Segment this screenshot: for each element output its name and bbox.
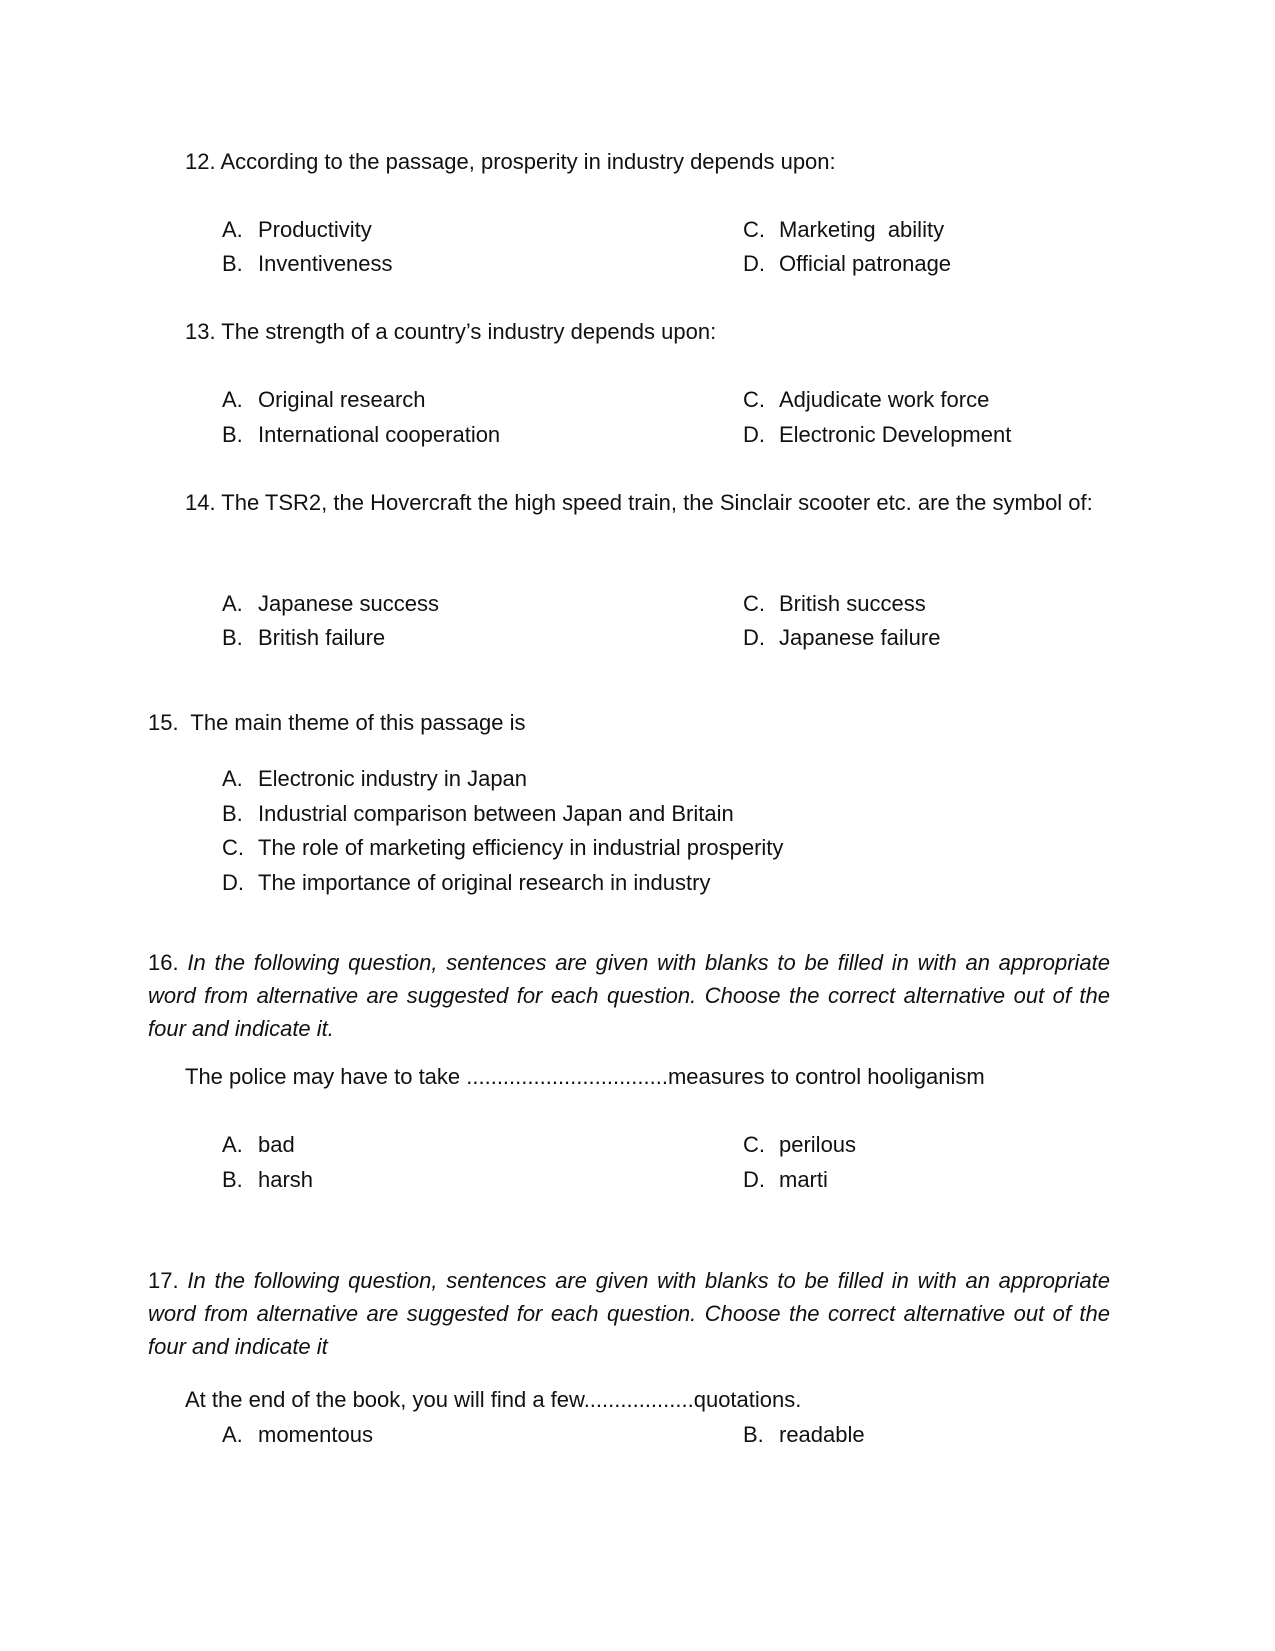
option-text: Inventiveness — [258, 251, 393, 276]
question-instruction: In the following question, sentences are given with blanks to be filled in with an appropriate word from alternative are suggested for each question. Choose the correct alternative out of the four and indicate it — [148, 1268, 1110, 1359]
q13-option-d[interactable] — [743, 421, 1011, 449]
question-15-stem: 15. The main theme of this passage is — [148, 710, 526, 735]
q14-option-b[interactable] — [222, 624, 385, 652]
question-number: 16. — [148, 950, 179, 975]
option-text: perilous — [779, 1132, 857, 1157]
option-letter: C. — [222, 835, 244, 860]
option-letter: A. — [222, 591, 243, 616]
q17-option-b[interactable] — [743, 1421, 865, 1449]
question-17-block — [148, 1264, 1110, 1363]
option-text: harsh — [258, 1167, 314, 1192]
option-letter: B. — [222, 251, 243, 276]
q14-option-a[interactable] — [222, 590, 439, 618]
option-text: Adjudicate work force — [779, 387, 990, 412]
option-letter: A. — [222, 217, 243, 242]
option-text: Electronic industry in Japan — [258, 766, 528, 791]
option-text: momentous — [258, 1422, 373, 1447]
option-text: marti — [779, 1167, 828, 1192]
q12-option-b[interactable] — [222, 250, 393, 278]
q15-option-d[interactable] — [222, 869, 710, 897]
q12-option-a[interactable] — [222, 216, 372, 244]
option-letter: C. — [743, 1132, 765, 1157]
question-16-sentence: The police may have to take .................................measures to control hooliganism — [185, 1064, 985, 1089]
q17-option-a[interactable] — [222, 1421, 373, 1449]
option-letter: D. — [743, 1167, 765, 1192]
question-instruction: In the following question, sentences are given with blanks to be filled in with an appropriate word from alternative are suggested for each question. Choose the correct alternative out of the four and indicate it. — [148, 950, 1110, 1041]
option-letter: A. — [222, 387, 243, 412]
option-letter: B. — [222, 625, 243, 650]
option-text: Marketing ability — [779, 217, 945, 242]
option-letter: A. — [222, 766, 243, 791]
option-letter: D. — [743, 625, 765, 650]
option-text: British failure — [258, 625, 386, 650]
option-text: Productivity — [258, 217, 372, 242]
q14-option-d[interactable] — [743, 624, 940, 652]
q16-option-a[interactable] — [222, 1131, 295, 1159]
question-16-block — [148, 946, 1110, 1045]
option-text: Electronic Development — [779, 422, 1012, 447]
option-text: The importance of original research in industry — [258, 870, 711, 895]
option-letter: C. — [743, 591, 765, 616]
q16-option-d[interactable] — [743, 1166, 828, 1194]
q13-option-b[interactable] — [222, 421, 500, 449]
option-letter: B. — [222, 1167, 243, 1192]
question-17-sentence: At the end of the book, you will find a few..................quotations. — [185, 1387, 802, 1412]
option-letter: A. — [222, 1132, 243, 1157]
q15-option-c[interactable] — [222, 834, 783, 862]
option-text: Industrial comparison between Japan and Britain — [258, 801, 734, 826]
option-letter: C. — [743, 217, 765, 242]
option-letter: B. — [222, 801, 243, 826]
q12-option-d[interactable] — [743, 250, 951, 278]
option-text: bad — [258, 1132, 295, 1157]
option-letter: B. — [743, 1422, 764, 1447]
q16-option-b[interactable] — [222, 1166, 313, 1194]
question-12-stem: 12. According to the passage, prosperity in industry depends upon: — [185, 149, 836, 174]
option-letter: D. — [222, 870, 244, 895]
option-text: The role of marketing efficiency in industrial prosperity — [258, 835, 784, 860]
q16-option-c[interactable] — [743, 1131, 856, 1159]
option-letter: B. — [222, 422, 243, 447]
option-text: Japanese success — [258, 591, 439, 616]
option-letter: A. — [222, 1422, 243, 1447]
q14-option-c[interactable] — [743, 590, 926, 618]
question-14-stem: 14. The TSR2, the Hovercraft the high speed train, the Sinclair scooter etc. are the symbol of: — [185, 490, 1093, 515]
option-text: Original research — [258, 387, 426, 412]
q13-option-a[interactable] — [222, 386, 426, 414]
q13-option-c[interactable] — [743, 386, 989, 414]
question-13-stem: 13. The strength of a country’s industry depends upon: — [185, 319, 717, 344]
option-text: International cooperation — [258, 422, 501, 447]
option-text: Japanese failure — [779, 625, 941, 650]
q15-option-a[interactable] — [222, 765, 527, 793]
option-text: Official patronage — [779, 251, 952, 276]
option-letter: D. — [743, 251, 765, 276]
option-text: readable — [779, 1422, 865, 1447]
option-text: British success — [779, 591, 926, 616]
option-letter: D. — [743, 422, 765, 447]
q15-option-b[interactable] — [222, 800, 734, 828]
option-letter: C. — [743, 387, 765, 412]
question-number: 17. — [148, 1268, 179, 1293]
q12-option-c[interactable] — [743, 216, 944, 244]
